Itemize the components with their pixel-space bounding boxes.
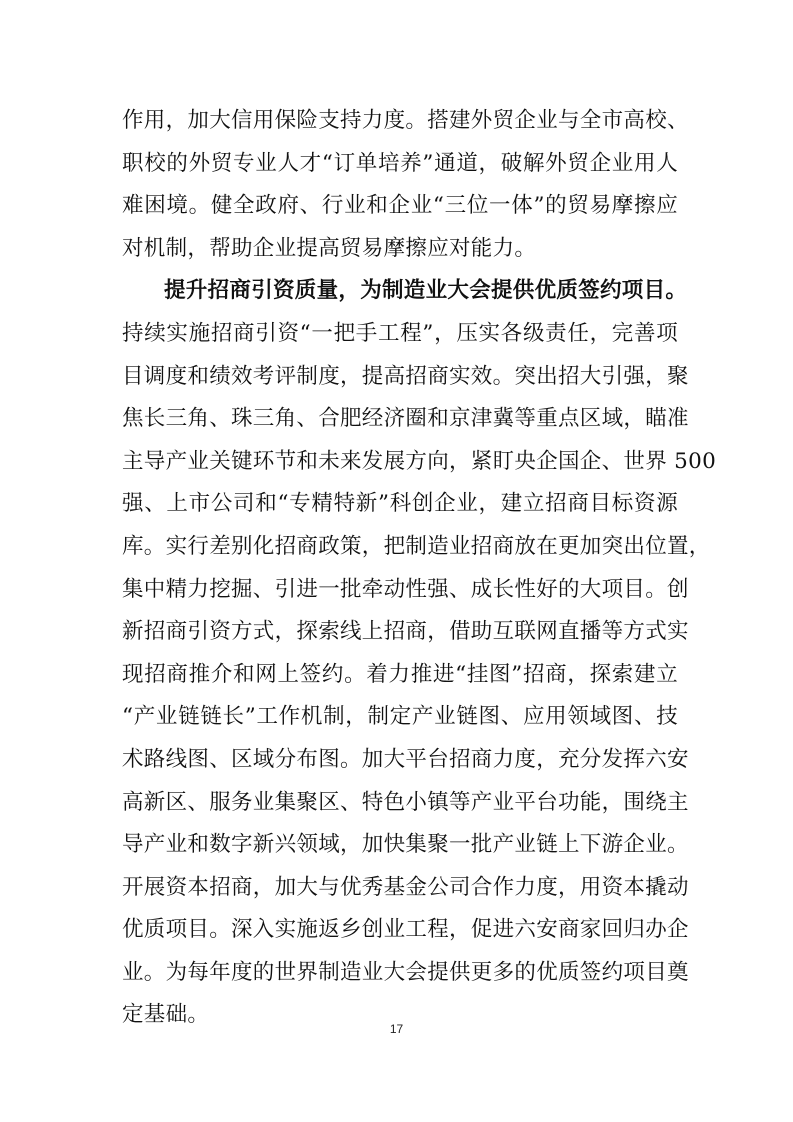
text-line: 强、上市公司和“专精特新”科创企业，建立招商目标资源 xyxy=(122,491,678,517)
text-line: 定基础。 xyxy=(122,1002,210,1028)
text-line: 业。为每年度的世界制造业大会提供更多的优质签约项目奠 xyxy=(122,959,689,985)
section-heading: 提升招商引资质量，为制造业大会提供优质签约项目。 xyxy=(164,278,688,304)
text-line: 难困境。健全政府、行业和企业“三位一体”的贸易摩擦应 xyxy=(122,193,678,219)
text-line: 术路线图、区域分布图。加大平台招商力度，充分发挥六安 xyxy=(122,746,689,772)
text-line: 持续实施招商引资“一把手工程”，压实各级责任，完善项 xyxy=(122,320,678,346)
text-line: 焦长三角、珠三角、合肥经济圈和京津冀等重点区域，瞄准 xyxy=(122,406,689,432)
body-text xyxy=(122,100,717,1037)
text-line: 主导产业关键环节和未来发展方向，紧盯央企国企、世界 500 xyxy=(122,448,717,474)
text-line: 导产业和数字新兴领域，加快集聚一批产业链上下游企业。 xyxy=(122,832,689,858)
text-line: 开展资本招商，加大与优秀基金公司合作力度，用资本撬动 xyxy=(122,874,689,900)
text-line: “产业链链长”工作机制，制定产业链图、应用领域图、技 xyxy=(122,704,678,730)
text-line: 库。实行差别化招商政策，把制造业招商放在更加突出位置， xyxy=(122,533,711,559)
text-line: 高新区、服务业集聚区、特色小镇等产业平台功能，围绕主 xyxy=(122,789,689,815)
text-line: 新招商引资方式，探索线上招商，借助互联网直播等方式实 xyxy=(122,619,689,645)
page-number: 17 xyxy=(389,1022,404,1036)
text-line: 优质项目。深入实施返乡创业工程，促进六安商家回归办企 xyxy=(122,917,689,943)
text-line: 作用，加大信用保险支持力度。搭建外贸企业与全市高校、 xyxy=(122,108,689,133)
text-line: 对机制，帮助企业提高贸易摩擦应对能力。 xyxy=(122,235,537,261)
text-line: 职校的外贸专业人才“订单培养”通道，破解外贸企业用人 xyxy=(122,150,678,176)
text-line: 集中精力挖掘、引进一批牵动性强、成长性好的大项目。创 xyxy=(122,576,689,602)
text-line: 目调度和绩效考评制度，提高招商实效。突出招大引强，聚 xyxy=(122,363,689,389)
text-line: 现招商推介和网上签约。着力推进“挂图”招商，探索建立 xyxy=(122,661,678,687)
